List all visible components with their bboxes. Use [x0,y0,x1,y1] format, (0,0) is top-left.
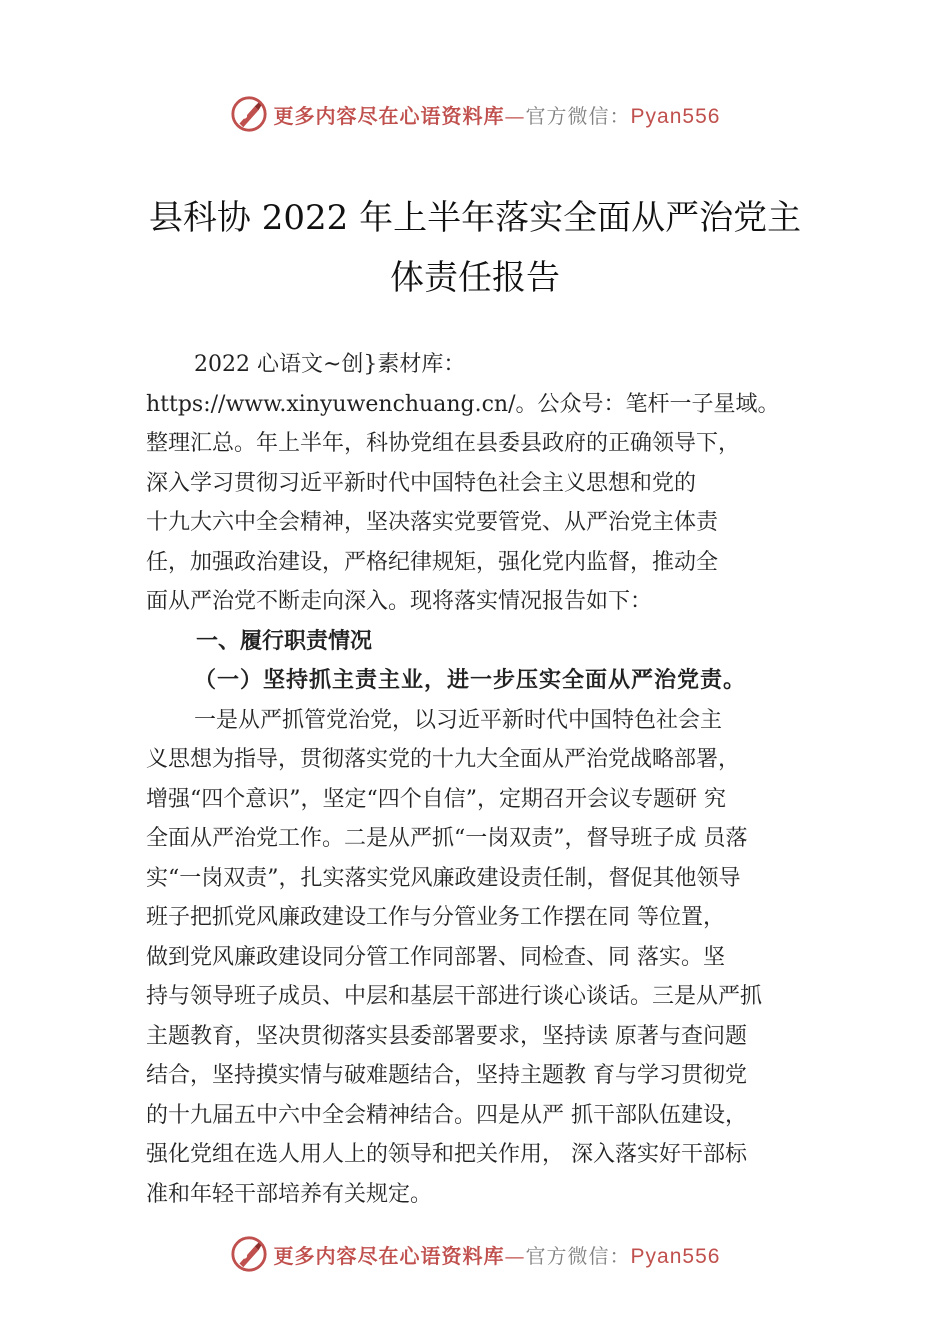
intro-line: 2022 心语文~创}素材库： [194,352,466,377]
banner-wechat-label: 官方微信： [525,103,631,128]
paragraph-line: 做到党风廉政建设同分管工作同部署、同检查、同 落实。坚 [146,944,725,970]
footer-banner [0,1232,950,1276]
intro-line: 深入学习贯彻习近平新时代中国特色社会主义思想和党的 [146,470,697,496]
paragraph-line: 持与领导班子成员、中层和基层干部进行谈心谈话。三是从严抓 [146,984,763,1009]
banner-dash: — [504,1243,526,1268]
document-title [140,188,810,308]
intro-paragraph [146,345,836,622]
paragraph-line: 强化党组在选人用人上的领导和把关作用， 深入落实好干部标 [146,1142,747,1167]
banner-text [274,1240,721,1269]
pen-logo-icon [230,95,268,133]
paragraph-line: 准和年轻干部培养有关规定。 [146,1181,433,1207]
paragraph-line: 一是从严抓管党治党，以习近平新时代中国特色社会主 [194,707,723,733]
intro-line: https://www.xinyuwenchuang.cn/。公众号：笔杆一子星域。 [146,391,780,417]
header-banner [0,92,950,136]
paragraph-line: 结合，坚持摸实情与破难题结合，坚持主题教 育与学习贯彻党 [146,1063,747,1088]
document-body [146,345,836,1214]
banner-text [274,100,721,129]
title-line-2: 体责任报告 [390,258,560,298]
paragraph-line: 的十九届五中六中全会精神结合。四是从严 抓干部队伍建设， [146,1102,747,1128]
banner-main: 更多内容尽在心语资料库 [273,103,505,128]
body-paragraph [146,701,836,1215]
paragraph-line: 班子把抓党风廉政建设工作与分管业务工作摆在同 等位置， [146,905,725,930]
subsection-heading-1: （一）坚持抓主责主业，进一步压实全面从严治党责。 [194,667,747,693]
paragraph-line: 主题教育，坚决贯彻落实县委部署要求，坚持读 原著与查问题 [146,1023,747,1049]
paragraph-line: 增强“四个意识”，坚定“四个自信”，定期召开会议专题研 究 [146,786,726,812]
title-line-1: 县科协 2022 年上半年落实全面从严治党主 [148,198,802,238]
intro-line: 十九大六中全会精神，坚决落实党要管党、从严治党主体责 [146,510,719,535]
intro-line: 整理汇总。年上半年，科协党组在县委县政府的正确领导下， [146,431,741,456]
intro-line: 面从严治党不断走向深入。现将落实情况报告如下： [146,589,653,614]
intro-line: 任，加强政治建设，严格纪律规矩，强化党内监督，推动全 [146,549,719,575]
banner-main: 更多内容尽在心语资料库 [273,1243,505,1268]
banner-wechat-label: 官方微信： [525,1243,631,1268]
pen-logo-icon [230,1235,268,1273]
banner-dash: — [504,103,526,128]
paragraph-line: 实“一岗双责”，扎实落实党风廉政建设责任制，督促其他领导 [146,865,741,891]
paragraph-line: 全面从严治党工作。二是从严抓“一岗双责”，督导班子成 员落 [146,826,748,851]
banner-wechat-id: Pyan556 [630,1244,721,1268]
paragraph-line: 义思想为指导，贯彻落实党的十九大全面从严治党战略部署， [146,747,741,772]
banner-wechat-id: Pyan556 [630,104,721,128]
section-heading-1: 一、履行职责情况 [196,628,373,654]
